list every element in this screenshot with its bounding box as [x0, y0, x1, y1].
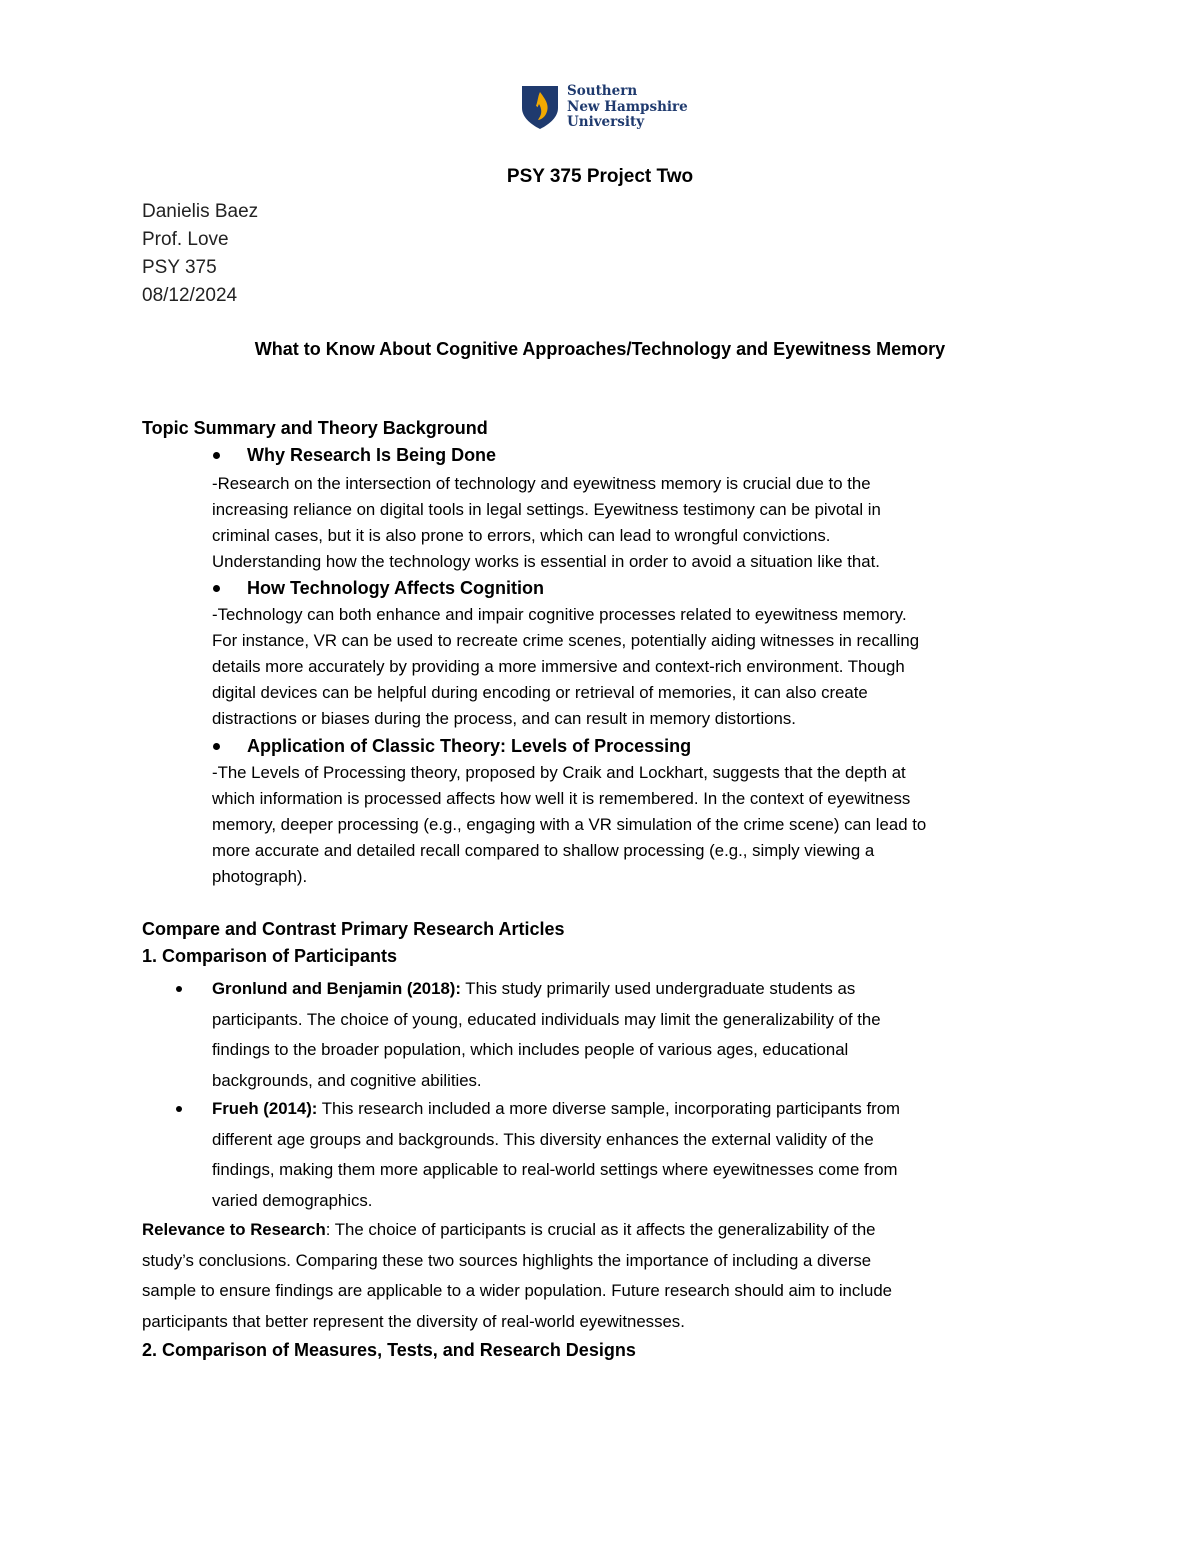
citation-label: Frueh (2014):	[212, 1099, 318, 1118]
professor-name: Prof. Love	[142, 229, 229, 250]
paragraph-line: sample to ensure findings are applicable to a wider population. Future research should aim to include	[142, 1281, 893, 1300]
paragraph-line: criminal cases, but it is also prone to errors, which can lead to wrongful convictions.	[212, 526, 831, 545]
relevance-label: Relevance to Research	[142, 1220, 326, 1239]
paragraph-line: study’s conclusions. Comparing these two sources highlights the importance of including a diverse	[142, 1250, 872, 1270]
bullet-icon	[213, 585, 220, 592]
paragraph-line: varied demographics.	[212, 1190, 373, 1210]
subheading-measures: 2. Comparison of Measures, Tests, and Research Designs	[142, 1340, 636, 1360]
section-heading-topic-summary: Topic Summary and Theory Background	[142, 418, 488, 438]
list-item-frueh	[212, 1094, 900, 1216]
paragraph-line: This research included a more diverse sample, incorporating participants from	[317, 1099, 901, 1118]
paragraph-line: findings to the broader population, which includes people of various ages, educational	[212, 1040, 849, 1059]
paragraph-line: -The Levels of Processing theory, proposed by Craik and Lockhart, suggests that the depth at	[212, 763, 906, 782]
paragraph-line: This study primarily used undergraduate students as	[460, 979, 856, 998]
logo-line-1: Southern	[567, 83, 638, 99]
paragraph-line: participants. The choice of young, educated individuals may limit the generalizability of the	[212, 1009, 881, 1029]
logo-line-2: New Hampshire	[567, 98, 688, 115]
paragraph-line: which information is processed affects how well it is remembered. In the context of eyewitness	[212, 789, 911, 808]
university-logo	[520, 84, 690, 134]
bullet-heading-why-research: Why Research Is Being Done	[247, 445, 497, 465]
paragraph-line: backgrounds, and cognitive abilities.	[212, 1070, 482, 1090]
logo-wordmark	[567, 84, 688, 131]
paragraph-tech-cognition	[212, 602, 919, 732]
citation-label: Gronlund and Benjamin (2018):	[212, 979, 461, 998]
paragraph-line: : The choice of participants is crucial as it affects the generalizability of the	[325, 1220, 876, 1239]
submission-date: 08/12/2024	[142, 285, 238, 306]
paragraph-line: findings, making them more applicable to real-world settings where eyewitnesses come from	[212, 1160, 898, 1179]
list-item-gronlund	[212, 974, 881, 1096]
author-block	[142, 198, 258, 310]
relevance-paragraph	[142, 1215, 892, 1337]
paragraph-line: different age groups and backgrounds. This diversity enhances the external validity of the	[212, 1129, 874, 1149]
paragraph-line: For instance, VR can be used to recreate crime scenes, potentially aiding witnesses in recalling	[212, 631, 920, 650]
paragraph-line: -Research on the intersection of technology and eyewitness memory is crucial due to the	[212, 474, 871, 493]
subheading-participants: 1. Comparison of Participants	[142, 946, 398, 966]
paragraph-why-research	[212, 471, 881, 575]
logo-line-3: University	[567, 114, 645, 130]
author-name: Danielis Baez	[142, 201, 259, 222]
bullet-icon	[176, 1106, 182, 1112]
shield-flame-icon	[520, 84, 560, 130]
section-heading-compare-contrast: Compare and Contrast Primary Research Articles	[142, 919, 565, 939]
bullet-heading-tech-cognition: How Technology Affects Cognition	[247, 578, 544, 598]
page-title: PSY 375 Project Two	[506, 166, 694, 187]
bullet-icon	[213, 743, 220, 750]
bullet-icon	[213, 452, 220, 459]
paragraph-levels-processing	[212, 760, 926, 890]
paragraph-line: Understanding how the technology works is essential in order to avoid a situation like that.	[212, 552, 880, 571]
paragraph-line: -Technology can both enhance and impair cognitive processes related to eyewitness memory.	[212, 605, 907, 624]
paragraph-line: distractions or biases during the process, and can result in memory distortions.	[212, 709, 796, 728]
bullet-icon	[176, 986, 182, 992]
paragraph-line: photograph).	[212, 867, 308, 886]
course-code: PSY 375	[142, 257, 217, 278]
paragraph-line: memory, deeper processing (e.g., engaging with a VR simulation of the crime scene) can lead to	[212, 815, 927, 834]
paragraph-line: more accurate and detailed recall compared to shallow processing (e.g., simply viewing a	[212, 841, 875, 860]
bullet-heading-levels-processing: Application of Classic Theory: Levels of Processing	[247, 736, 692, 756]
document-heading: What to Know About Cognitive Approaches/Technology and Eyewitness Memory	[254, 339, 946, 359]
paragraph-line: participants that better represent the diversity of real-world eyewitnesses.	[142, 1311, 685, 1331]
paragraph-line: details more accurately by providing a more immersive and context-rich environment. Though	[212, 657, 905, 676]
paragraph-line: increasing reliance on digital tools in legal settings. Eyewitness testimony can be pivotal in	[212, 500, 881, 519]
paragraph-line: digital devices can be helpful during encoding or retrieval of memories, it can also create	[212, 683, 868, 702]
